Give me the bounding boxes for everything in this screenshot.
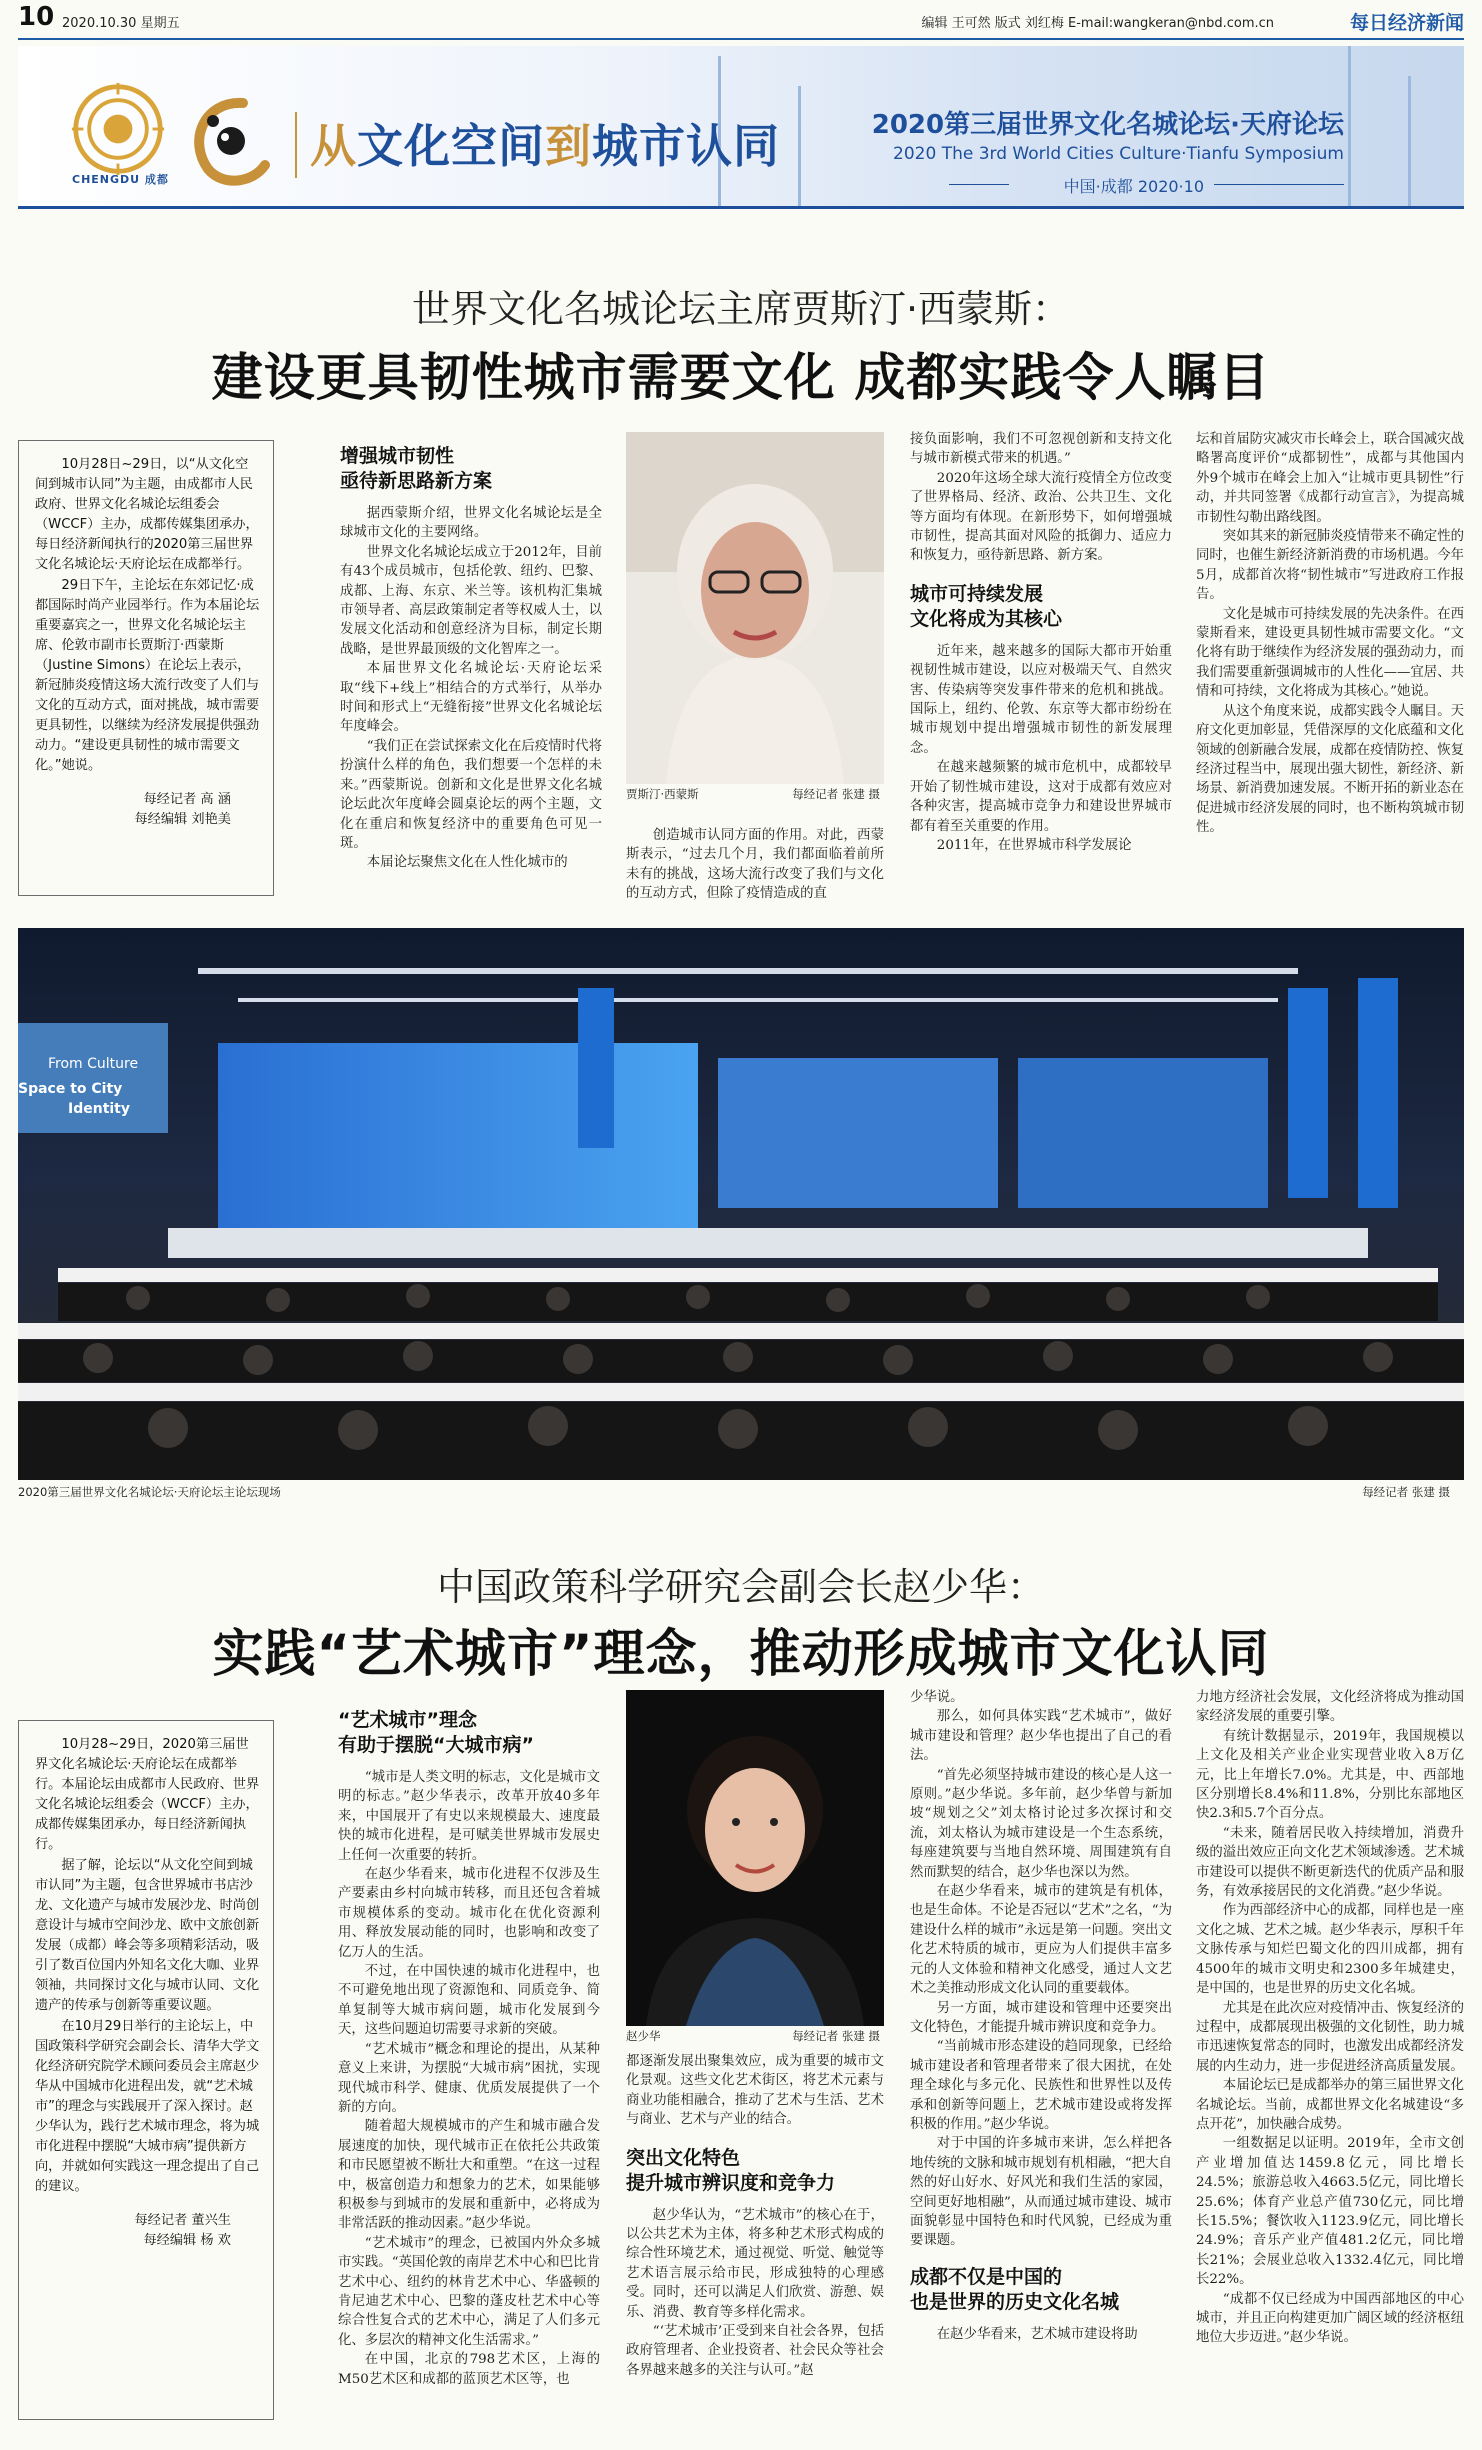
screen-text: Identity (68, 1101, 131, 1117)
article1-subhead-1: 增强城市韧性 亟待新思路新方案 (340, 445, 493, 492)
article2-column-3: 少华说。 那么，如何具体实践“艺术城市”，做好城市建设和管理？赵少华也提出了自己的看法。 “首先必须坚持城市建设的核心是人这一原则。”赵少华说。多年前，赵少华曾与新加坡“规划之父”刘太格讨论过多次探讨和交流，刘太格认为城市建设是一个生态系统，每座建筑要与当地自然环境、周围建筑有自然而默契的结合，赵少华也深以为然。 在赵少华看来，城市的建筑是有机体，也是生命体。不论是否冠以“艺术”之名，“为建设什么样的城市”永远是第一问题。突出文化艺术特质的城市，更应为人们提供丰富多元的人文体验和精神文化感受，通过人文艺术之美推动形成文化认同的重要载体。 另一方面，城市建设和管理中还要突出文化特色，才能提升城市辨识度和竞争力。 “当前城市形态建设的趋同现象，已经给城市建设者和管理者带来了很大困扰，在处理全球化与多元化、民族性和世界性以及传承和创新等问题上，艺术城市建设或将发挥积极的作用。”赵少华说。 对于中国的许多城市来讲，怎么样把各地传统的文脉和城市规划有机相融，“把大自然的好山好水、好风光和我们生活的家园，空间更好地相融”，从而通过城市建设、城市面貌彰显中国特色和时代风貌，已经成为重要课题。 成都不仅是中国的 也是世界的历史文化名城 在赵少华看来，艺术城市建设将助 (910, 1690, 1172, 2342)
lead-paragraph: 10月28日~29日，以“从文化空间到城市认同”为主题，由成都市人民政府、世界文化名城论坛组委会（WCCF）主办，成都传媒集团承办，每日经济新闻执行的2020第三届世界文化名城论坛·天府论坛在成都举行。 (35, 457, 259, 572)
header-rule (18, 38, 1464, 40)
article1-column-2: 创造城市认同方面的作用。对此，西蒙斯表示，“过去几个月，我们都面临着前所未有的挑战，这场大流行改变了我们与文化的互动方式，但除了疫情造成的直 (626, 828, 884, 902)
portrait-image (626, 432, 884, 784)
article1-kicker: 世界文化名城论坛主席贾斯汀·西蒙斯： (411, 287, 1071, 331)
article1-column-4: 坛和首届防灾减灾市长峰会上，联合国减灾战略署高度评价“成都韧性”，成都与其他国内外9个城市在峰会上加入“让城市更具韧性”行动，并共同签署《成都行动宣言》，为提高城市韧性勾勒出路线图。 突如其来的新冠肺炎疫情带来不确定性的同时，也催生新经济新消费的市场机遇。今年5月，成都首次将“韧性城市”写进政府工作报告。 文化是城市可持续发展的先决条件。在西蒙斯看来，建设更具韧性城市需要文化。“文化将有助于继续作为经济发展的强劲动力，而我们需要重新强调城市的人性化——宜居、共情和可持续，文化将成为其核心。”她说。 从这个角度来说，成都实践令人瞩目。天府文化更加彰显，凭借深厚的文化底蕴和文化领域的创新融合发展，成都在疫情防控、恢复经济过程当中，展现出强大韧性，新经济、新场景、新消费加速发展。不断开拓的新业态在促进城市经济发展的同时，也不断构筑城市韧性。 (1196, 432, 1464, 836)
article1-credits: 每经记者 高 涵 每经编辑 刘艳美 (134, 792, 231, 827)
forum-title-en: 2020 The 3rd World Cities Culture·Tianfu Symposium (893, 144, 1344, 164)
article2-column-4: 力地方经济社会发展，文化经济将成为推动国家经济发展的重要引擎。 有统计数据显示，2019年，我国规模以上文化及相关产业企业实现营业收入8万亿元，比上年增长7.0%。尤其是，中、西部地区分别增长8.4%和11.8%，分别比东部地区快2.3和5.7个百分点。 “未来，随着居民收入持续增加，消费升级的溢出效应正向文化艺术领域渗透。艺术城市建设可以提供不断更新迭代的优质产品和服务，有效承接居民的文化消费。”赵少华说。 作为西部经济中心的成都，同样也是一座文化之城、艺术之城。赵少华表示，厚积千年文脉传承与知烂巴蜀文化的四川成都，拥有4500年的城市文明史和2300多年城建史，是中国的，也是世界的历史文化名城。 尤其是在此次应对疫情冲击、恢复经济的过程中，成都展现出极强的文化韧性，助力城市迅速恢复常态的同时，也激发出成都经济发展的内生动力，进一步促进经济高质量发展。 本届论坛已是成都举办的第三届世界文化名城论坛。当前，成都世界文化名城建设“多点开花”，加快融合成势。 一组数据足以证明。2019年，全市文创产业增加值达1459.8亿元，同比增长24.5%；旅游总收入4663.5亿元，同比增长25.6%；体育产业总产值730亿元，同比增长15.5%；餐饮收入1123.9亿元，同比增长24.9%；音乐产业产值481.2亿元，同比增长21%；会展业总收入1332.4亿元，同比增长22%。 “成都不仅已经成为中国西部地区的中心城市，并且正向构建更加广阔区域的经济枢纽地位大步迈进。”赵少华说。 (1196, 1690, 1464, 2346)
chengdu-sunbird-logo-icon (70, 81, 166, 177)
article2-headline: 实践“艺术城市”理念，推动形成城市文化认同 (212, 1625, 1270, 1684)
article2-credits: 每经记者 董兴生 每经编辑 杨 欢 (134, 2213, 231, 2248)
main-photo-credit: 每经记者 张建 摄 (1362, 1485, 1450, 1499)
article1-column-1: 增强城市韧性 亟待新思路新方案 据西蒙斯介绍，世界文化名城论坛是全球城市文化的主要网络。 世界文化名城论坛成立于2012年，目前有43个成员城市，包括伦敦、纽约、巴黎、成都、上海、东京、米兰等。该机构汇集城市领导者、高层政策制定者等权威人士，以发展文化活动和创意经济为目标，制定长期战略，是世界最顶级的文化智库之一。 本届世界文化名城论坛·天府论坛采取“线下+线上”相结合的方式举行，从举办时间和形式上“无缝衔接”世界文化名城论坛年度峰会。 “我们正在尝试探索文化在后疫情时代将扮演什么样的角色，我们想要一个怎样的未来。”西蒙斯说。创新和文化是世界文化名城论坛此次年度峰会圆桌论坛的两个主题，文化在重启和恢复经济中的重要角色可见一斑。 本届论坛聚焦文化在人性化城市的 (340, 445, 602, 871)
main-photo-caption: 2020第三届世界文化名城论坛·天府论坛主论坛现场 (18, 1485, 281, 1499)
forum-main-photo (18, 928, 1464, 1480)
lead-paragraph: 据了解，论坛以“从文化空间到城市认同”为主题，包含世界城市书店沙龙、文化遗产与城市发展沙龙、时尚创意设计与城市空间沙龙、欧中文旅创新发展（成都）峰会等多项精彩活动，吸引了数百位国内外知名文化大咖、业界领袖，共同探讨文化与城市认同、文化遗产的传承与创新等重要议题。 (35, 1858, 260, 2013)
panda-brush-logo-icon (183, 91, 273, 191)
banner-divider (295, 112, 297, 178)
lead-paragraph: 在10月29日举行的主论坛上，中国政策科学研究会副会长、清华大学文化经济研究院学术顾问委员会主席赵少华从中国城市化进程出发，就“艺术城市”的理念与实践展开了深入探讨。赵少华认为，践行艺术城市理念，将为城市化进程中摆脱“大城市病”提供新方向，并就如何实践这一理念提出了自己的建议。 (35, 2019, 260, 2194)
forum-date: 中国·成都 2020·10 (1063, 177, 1204, 196)
forum-hall-image (18, 928, 1464, 1480)
article1-column-3: 接负面影响，我们不可忽视创新和支持文化与城市新模式带来的机遇。” 2020年这场全球大流行疫情全方位改变了世界格局、经济、政治、公共卫生、文化等方面均有体现。在新形势下，如何增强城市韧性，提高其面对风险的抵御力、适应力和恢复力，亟待新思路、新方案。 城市可持续发展 文化将成为其核心 近年来，越来越多的国际大都市开始重视韧性城市建设，以应对极端天气、自然灾害、传染病等突发事件带来的危机和挑战。国际上，纽约、伦敦、东京等大都市纷纷在城市规划中提出增强城市韧性的新发展理念。 在越来越频繁的城市危机中，成都较早开始了韧性城市建设，这对于成都有效应对各种灾害，提高城市竞争力和建设世界城市都有着至关重要的作用。 2011年，在世界城市科学发展论 (910, 432, 1172, 853)
article1-subhead-2: 城市可持续发展 文化将成为其核心 (910, 582, 1063, 630)
article2-kicker: 中国政策科学研究会副会长赵少华： (436, 1565, 1045, 1609)
portrait-justine-simons (626, 432, 884, 784)
article1-lead-box (18, 440, 274, 896)
portrait-zhao-shaohua (626, 1690, 884, 2026)
article2-subhead-1: “艺术城市”理念 有助于摆脱“大城市病” (338, 1709, 534, 1756)
photo-credit: 每经记者 张建 摄 (792, 787, 880, 801)
editors-info: 编辑 王可然 版式 刘红梅 E-mail:wangkeran@nbd.com.cn (921, 16, 1274, 31)
article2-subhead-3: 成都不仅是中国的 也是世界的历史文化名城 (910, 2265, 1120, 2313)
photo-credit: 每经记者 张建 摄 (792, 2029, 880, 2043)
article2-subhead-2: 突出文化特色 提升城市辨识度和竞争力 (626, 2146, 836, 2194)
banner-title: 从文化空间到城市认同 (310, 119, 780, 173)
section-banner (18, 46, 1464, 209)
lead-paragraph: 29日下午，主论坛在东郊记忆·成都国际时尚产业园举行。作为本届论坛重要嘉宾之一，世界文化名城论坛主席、伦敦市副市长贾斯汀·西蒙斯（Justine Simons）在论坛上表示，新冠肺炎疫情这场大流行改变了人们与文化的互动方式，面对挑战，城市需要更具韧性，以继续为经济发展提供强劲动力。“建设更具韧性的城市需要文化。”她说。 (35, 578, 260, 773)
screen-text: From Culture (48, 1056, 139, 1072)
photo-caption: 贾斯汀·西蒙斯 (626, 787, 699, 801)
lead-paragraph: 10月28~29日，2020第三届世界文化名城论坛·天府论坛在成都举行。本届论坛由成都市人民政府、世界文化名城论坛组委会（WCCF）主办，成都传媒集团承办，每日经济新闻执行。 (35, 1737, 260, 1852)
newspaper-name: 每日经济新闻 (1349, 12, 1464, 34)
issue-date: 2020.10.30 星期五 (62, 16, 180, 31)
logo-text: CHENGDU 成都 (72, 173, 169, 186)
page-number: 10 (18, 2, 55, 32)
screen-text: Space to City (18, 1081, 123, 1097)
article2-column-2: 都逐渐发展出聚集效应，成为重要的城市文化景观。这些文化艺术街区，将艺术元素与商业功能相融合，推动了艺术与生活、艺术与商业、艺术与产业的结合。 突出文化特色 提升城市辨识度和竞争力 赵少华认为，“艺术城市”的核心在于，以公共艺术为主体，将多种艺术形式构成的综合性环境艺术，通过视觉、听觉、触觉等艺术语言展示给市民，形成独特的心理感受。同时，还可以满足人们欣赏、游憩、娱乐、消费、教育等多样化需求。 “‘艺术城市’正受到来自社会各界，包括政府管理者、企业投资者、社会民众等社会各界越来越多的关注与认可。”赵 (626, 2054, 884, 2378)
article2-column-1: “艺术城市”理念 有助于摆脱“大城市病” “城市是人类文明的标志，文化是城市文明的标志。”赵少华表示，改革开放40多年来，中国展开了有史以来规模最大、速度最快的城市化进程，是可赋美世界城市发展史上任何一次重要的转折。 在赵少华看来，城市化进程不仅涉及生产要素由乡村向城市转移，而且还包含着城市规模体系的变动。城市化在优化资源利用、释放发展动能的同时，也影响和改变了亿万人的生活。 不过，在中国快速的城市化进程中，也不可避免地出现了资源饱和、同质竞争、简单复制等大城市病问题，城市化发展到今天，这些问题迫切需要寻求新的突破。 “艺术城市”概念和理论的提出，从某种意义上来讲，为摆脱“大城市病”困扰，实现现代城市科学、健康、优质发展提供了一个新的方向。 随着超大规模城市的产生和城市融合发展速度的加快，现代城市正在依托公共政策和市民愿望被不断壮大和重塑。“在这一过程中，极富创造力和想象力的艺术，如果能够积极参与到城市的发展和重新中，必将成为非常活跃的推动因素。”赵少华说。 “艺术城市”的理念，已被国内外众多城市实践。“英国伦敦的南岸艺术中心和巴比肯艺术中心、纽约的林肯艺术中心、华盛顿的肯尼迪艺术中心、巴黎的蓬皮杜艺术中心等综合性复合式的艺术中心，满足了人们多元化、多层次的精神文化生活需求。” 在中国，北京的798艺术区，上海的M50艺术区和成都的蓝顶艺术区等，也 (338, 1709, 600, 2387)
page-header (18, 0, 1464, 34)
photo-caption: 赵少华 (626, 2029, 661, 2043)
portrait-image (626, 1690, 884, 2026)
main-photo-caption-row (18, 1484, 1464, 1502)
article1-headline: 建设更具韧性城市需要文化 成都实践令人瞩目 (211, 349, 1271, 408)
portrait-caption-row (626, 786, 884, 804)
article2-lead-box (18, 1720, 274, 2420)
portrait-caption-row (626, 2028, 884, 2046)
forum-title-cn: 2020第三届世界文化名城论坛·天府论坛 (871, 110, 1344, 140)
